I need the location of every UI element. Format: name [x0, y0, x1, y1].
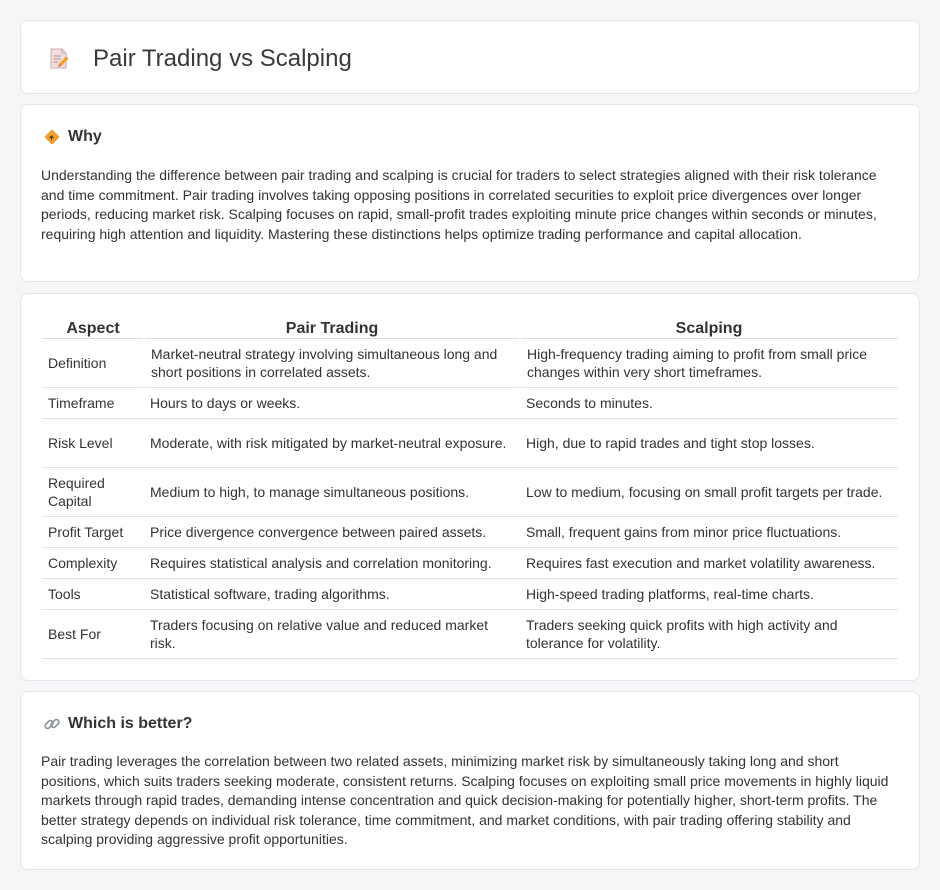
- table-row: [42, 387, 898, 418]
- aspect-cell: Tools: [42, 578, 144, 609]
- table-row: [42, 578, 898, 609]
- pair-trading-cell: Traders focusing on relative value and reduced market risk.: [144, 609, 520, 658]
- table-row: [42, 516, 898, 547]
- why-heading: [43, 127, 102, 147]
- why-section: [20, 104, 920, 282]
- aspect-cell: Profit Target: [42, 516, 144, 547]
- aspect-cell: Definition: [42, 338, 144, 387]
- table-row: [42, 547, 898, 578]
- scalping-cell: Small, frequent gains from minor price fluctuations.: [520, 516, 898, 547]
- scalping-cell: Seconds to minutes.: [520, 387, 898, 418]
- scalping-cell: High, due to rapid trades and tight stop losses.: [520, 418, 898, 467]
- comparison-section: [20, 293, 920, 681]
- aspect-cell: Complexity: [42, 547, 144, 578]
- document-pencil-icon: [49, 48, 69, 70]
- pair-trading-cell: Hours to days or weeks.: [144, 387, 520, 418]
- scalping-cell: High-frequency trading aiming to profit from small price changes within very short timeframes.: [520, 338, 898, 387]
- aspect-cell: Best For: [42, 609, 144, 658]
- table-row: [42, 418, 898, 467]
- scalping-cell: Low to medium, focusing on small profit targets per trade.: [520, 467, 898, 516]
- pair-trading-cell: Price divergence convergence between paired assets.: [144, 516, 520, 547]
- aspect-cell: Timeframe: [42, 387, 144, 418]
- scalping-cell: High-speed trading platforms, real-time charts.: [520, 578, 898, 609]
- better-heading-label: Which is better?: [68, 715, 193, 732]
- better-heading: [43, 714, 192, 734]
- why-text: Understanding the difference between pair trading and scalping is crucial for traders to select strategies aligned with their risk tolerance and time commitment. Pair trading involves taking opposing positions in correlated securities to exploit price divergences over longer periods, reducing market risk. Scalping focuses on rapid, small-profit trades exploiting minute price changes within seconds or minutes, requiring high attention and liquidity. Mastering these distinctions helps optimize trading performance and capital allocation.: [41, 167, 877, 242]
- aspect-cell: Required Capital: [42, 467, 144, 516]
- table-row: [42, 338, 898, 387]
- header-aspect: Aspect: [42, 316, 144, 338]
- aspect-cell: Risk Level: [42, 418, 144, 467]
- header-pair-trading: Pair Trading: [144, 316, 520, 338]
- header-card: [20, 20, 920, 94]
- header-scalping: Scalping: [520, 316, 898, 338]
- table-row: [42, 609, 898, 658]
- scalping-cell: Requires fast execution and market volatility awareness.: [520, 547, 898, 578]
- scalping-cell: Traders seeking quick profits with high activity and tolerance for volatility.: [520, 609, 898, 658]
- comparison-table: [42, 316, 898, 659]
- pair-trading-cell: Market-neutral strategy involving simultaneous long and short positions in correlated assets.: [144, 338, 520, 387]
- why-heading-label: Why: [68, 128, 102, 145]
- pair-trading-cell: Statistical software, trading algorithms.: [144, 578, 520, 609]
- diamond-sign-icon: [43, 128, 61, 146]
- link-icon: [43, 715, 61, 733]
- pair-trading-cell: Medium to high, to manage simultaneous positions.: [144, 467, 520, 516]
- table-header-row: [42, 316, 898, 338]
- pair-trading-cell: Moderate, with risk mitigated by market-neutral exposure.: [144, 418, 520, 467]
- page-title: Pair Trading vs Scalping: [93, 45, 352, 72]
- which-is-better-section: [20, 691, 920, 870]
- pair-trading-cell: Requires statistical analysis and correlation monitoring.: [144, 547, 520, 578]
- better-text: Pair trading leverages the correlation between two related assets, minimizing market risk by simultaneously taking long and short positions, which suits traders seeking moderate, consistent returns. Scalping focuses on exploiting small price movements in highly liquid markets through rapid trades, demanding intense concentration and quick decision-making for potentially higher, short-term profits. The better strategy depends on individual risk tolerance, time commitment, and market conditions, with pair trading offering stability and scalping providing aggressive profit opportunities.: [41, 753, 889, 847]
- table-row: [42, 467, 898, 516]
